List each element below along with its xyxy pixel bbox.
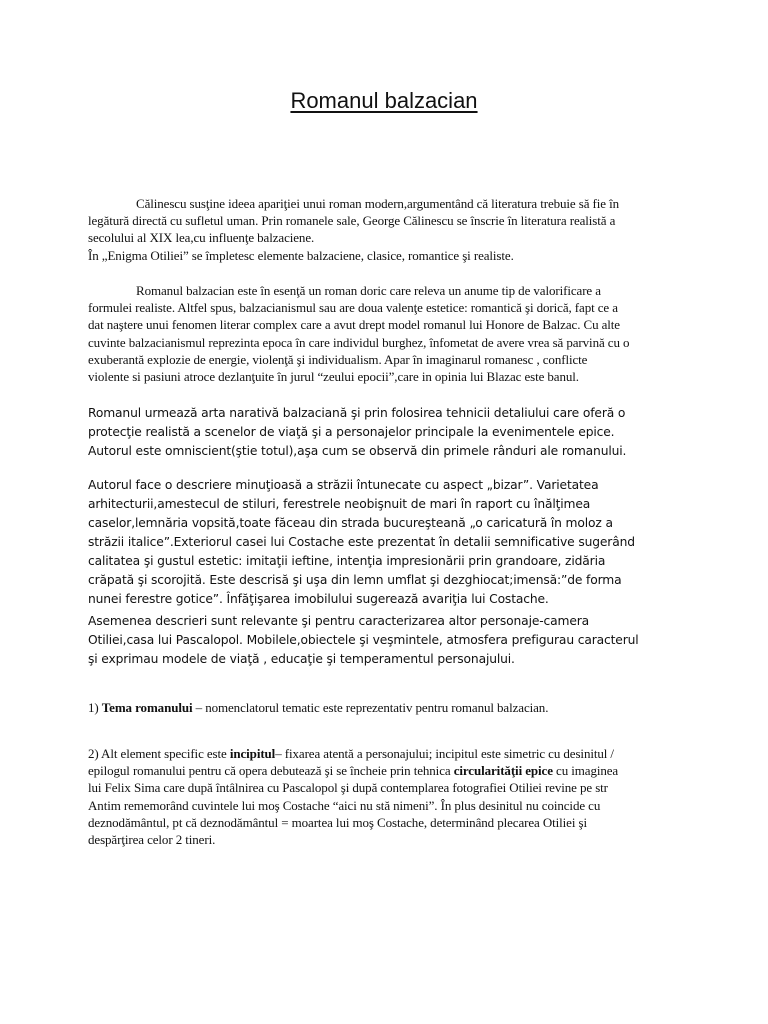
paragraph-doric-novel xyxy=(88,282,688,385)
text-line xyxy=(88,762,688,779)
text-line: despărţirea celor 2 tineri. xyxy=(88,832,216,848)
text-line: formulei realiste. Altfel spus, balzacianismul sau are doua valenţe estetice: romantică şi dorică, fapt ce a xyxy=(88,300,618,316)
list-number: 1) xyxy=(88,700,102,715)
text-line: străzii italice”.Exteriorul casei lui Costache este prezentat în detalii semnificative sugerând xyxy=(88,535,635,549)
text-line: crăpată şi scorojită. Este descrisă şi uşa din lemn umflat şi dezghiocat;imensă:”de forma xyxy=(88,573,622,587)
text-line: secolului al XIX lea,cu influenţe balzaciene. xyxy=(88,230,315,246)
text-line: deznodământul, pt că deznodământul = moartea lui moş Costache, determinând plecarea Otiliei şi xyxy=(88,814,587,830)
text-line: lui Felix Sima care după întâlnirea cu Pascalopol şi după contemplarea fotografiei Otiliei revine pe str xyxy=(88,780,608,796)
text-line: exuberantă explozie de energie, violenţă şi individualism. Apar în imaginarul romanesc , conflicte xyxy=(88,351,588,367)
text-segment: – fixarea atentă a personajului; incipitul este simetric cu desinitul / xyxy=(275,746,614,761)
text-line: Autorul este omniscient(ştie totul),aşa cum se observă din primele rânduri ale romanului. xyxy=(88,444,627,458)
text-line: şi exprimau modele de viaţă , educaţie şi temperamentul personajului. xyxy=(88,652,515,666)
text-line: cuvinte balzacianismul reprezinta epoca în care individul burghez, înfometat de avere vrea să parvină cu o xyxy=(88,334,630,350)
text-segment: 2) Alt element specific este xyxy=(88,746,230,761)
paragraph-street-description xyxy=(88,476,688,609)
paragraph-theme xyxy=(88,699,688,716)
text-segment: epilogul romanului pentru că opera debutează şi se încheie prin tehnica xyxy=(88,763,454,779)
paragraph-other-descriptions xyxy=(88,612,688,669)
text-line xyxy=(88,745,688,762)
page-title: Romanul balzacian xyxy=(290,88,478,113)
text-line: Antim rememorând cuvintele lui moş Costache “aici nu stă nimeni”. În plus desinitul nu coincide cu xyxy=(88,797,601,813)
text-line: arhitecturii,amestecul de stiluri, ferestrele neobişnuit de mari în raport cu înălţimea xyxy=(88,497,591,511)
text-line: violente si pasiuni atroce dezlanţuite în jurul “zeului epocii”,care in opinia lui Blazac este banul. xyxy=(88,369,579,385)
text-line: caselor,lemnăria vopsită,toate făceau din strada bucureşteană „o caricatură în moloz a xyxy=(88,516,613,530)
text-line: Autorul face o descriere minuţioasă a străzii întunecate cu aspect „bizar”. Varietatea xyxy=(88,478,599,492)
text-line: Călinescu susţine ideea apariţiei unui roman modern,argumentând că literatura trebuie să fie în xyxy=(136,196,619,211)
text-line: legătură directă cu sufletul uman. Prin romanele sale, George Călinescu se înscrie în literatura realistă a xyxy=(88,213,616,229)
text-line: dat naştere unui fenomen literar complex care a avut drept model romanul lui Honore de Balzac. Cu alte xyxy=(88,317,620,333)
bold-term: Tema romanului xyxy=(101,700,193,715)
text-segment: – nomenclatorul tematic este reprezentativ pentru romanul balzacian. xyxy=(192,700,549,715)
text-line: nunei ferestre gotice”. Înfăţişarea imobilului sugerează avariţia lui Costache. xyxy=(88,592,549,606)
text-segment: cu imaginea xyxy=(552,763,619,779)
text-line: Otiliei,casa lui Pascalopol. Mobilele,obiectele şi veşmintele, atmosfera prefigurau caracterul xyxy=(88,633,639,647)
paragraph-incipit xyxy=(88,745,688,848)
bold-term: circularităţii epice xyxy=(453,763,553,779)
paragraph-intro xyxy=(88,195,688,264)
text-line: Romanul urmează arta narativă balzaciană şi prin folosirea tehnicii detaliului care oferă o xyxy=(88,406,626,420)
bold-term: incipitul xyxy=(229,746,276,761)
text-line xyxy=(88,699,688,716)
text-line: În „Enigma Otiliei” se împletesc elemente balzaciene, clasice, romantice şi realiste. xyxy=(88,247,514,263)
text-line: calitatea şi gustul estetic: imitaţii ieftine, intenţia impresionării prin grandoare, zidăria xyxy=(88,554,606,568)
text-line: protecţie realistă a scenelor de viaţă şi a personajelor principale la evenimentele epice. xyxy=(88,425,615,439)
paragraph-narrative-art xyxy=(88,404,688,461)
text-line: Asemenea descrieri sunt relevante şi pentru caracterizarea altor personaje-camera xyxy=(88,614,590,628)
text-line: Romanul balzacian este în esenţă un roman doric care releva un anume tip de valorificare a xyxy=(136,283,601,298)
